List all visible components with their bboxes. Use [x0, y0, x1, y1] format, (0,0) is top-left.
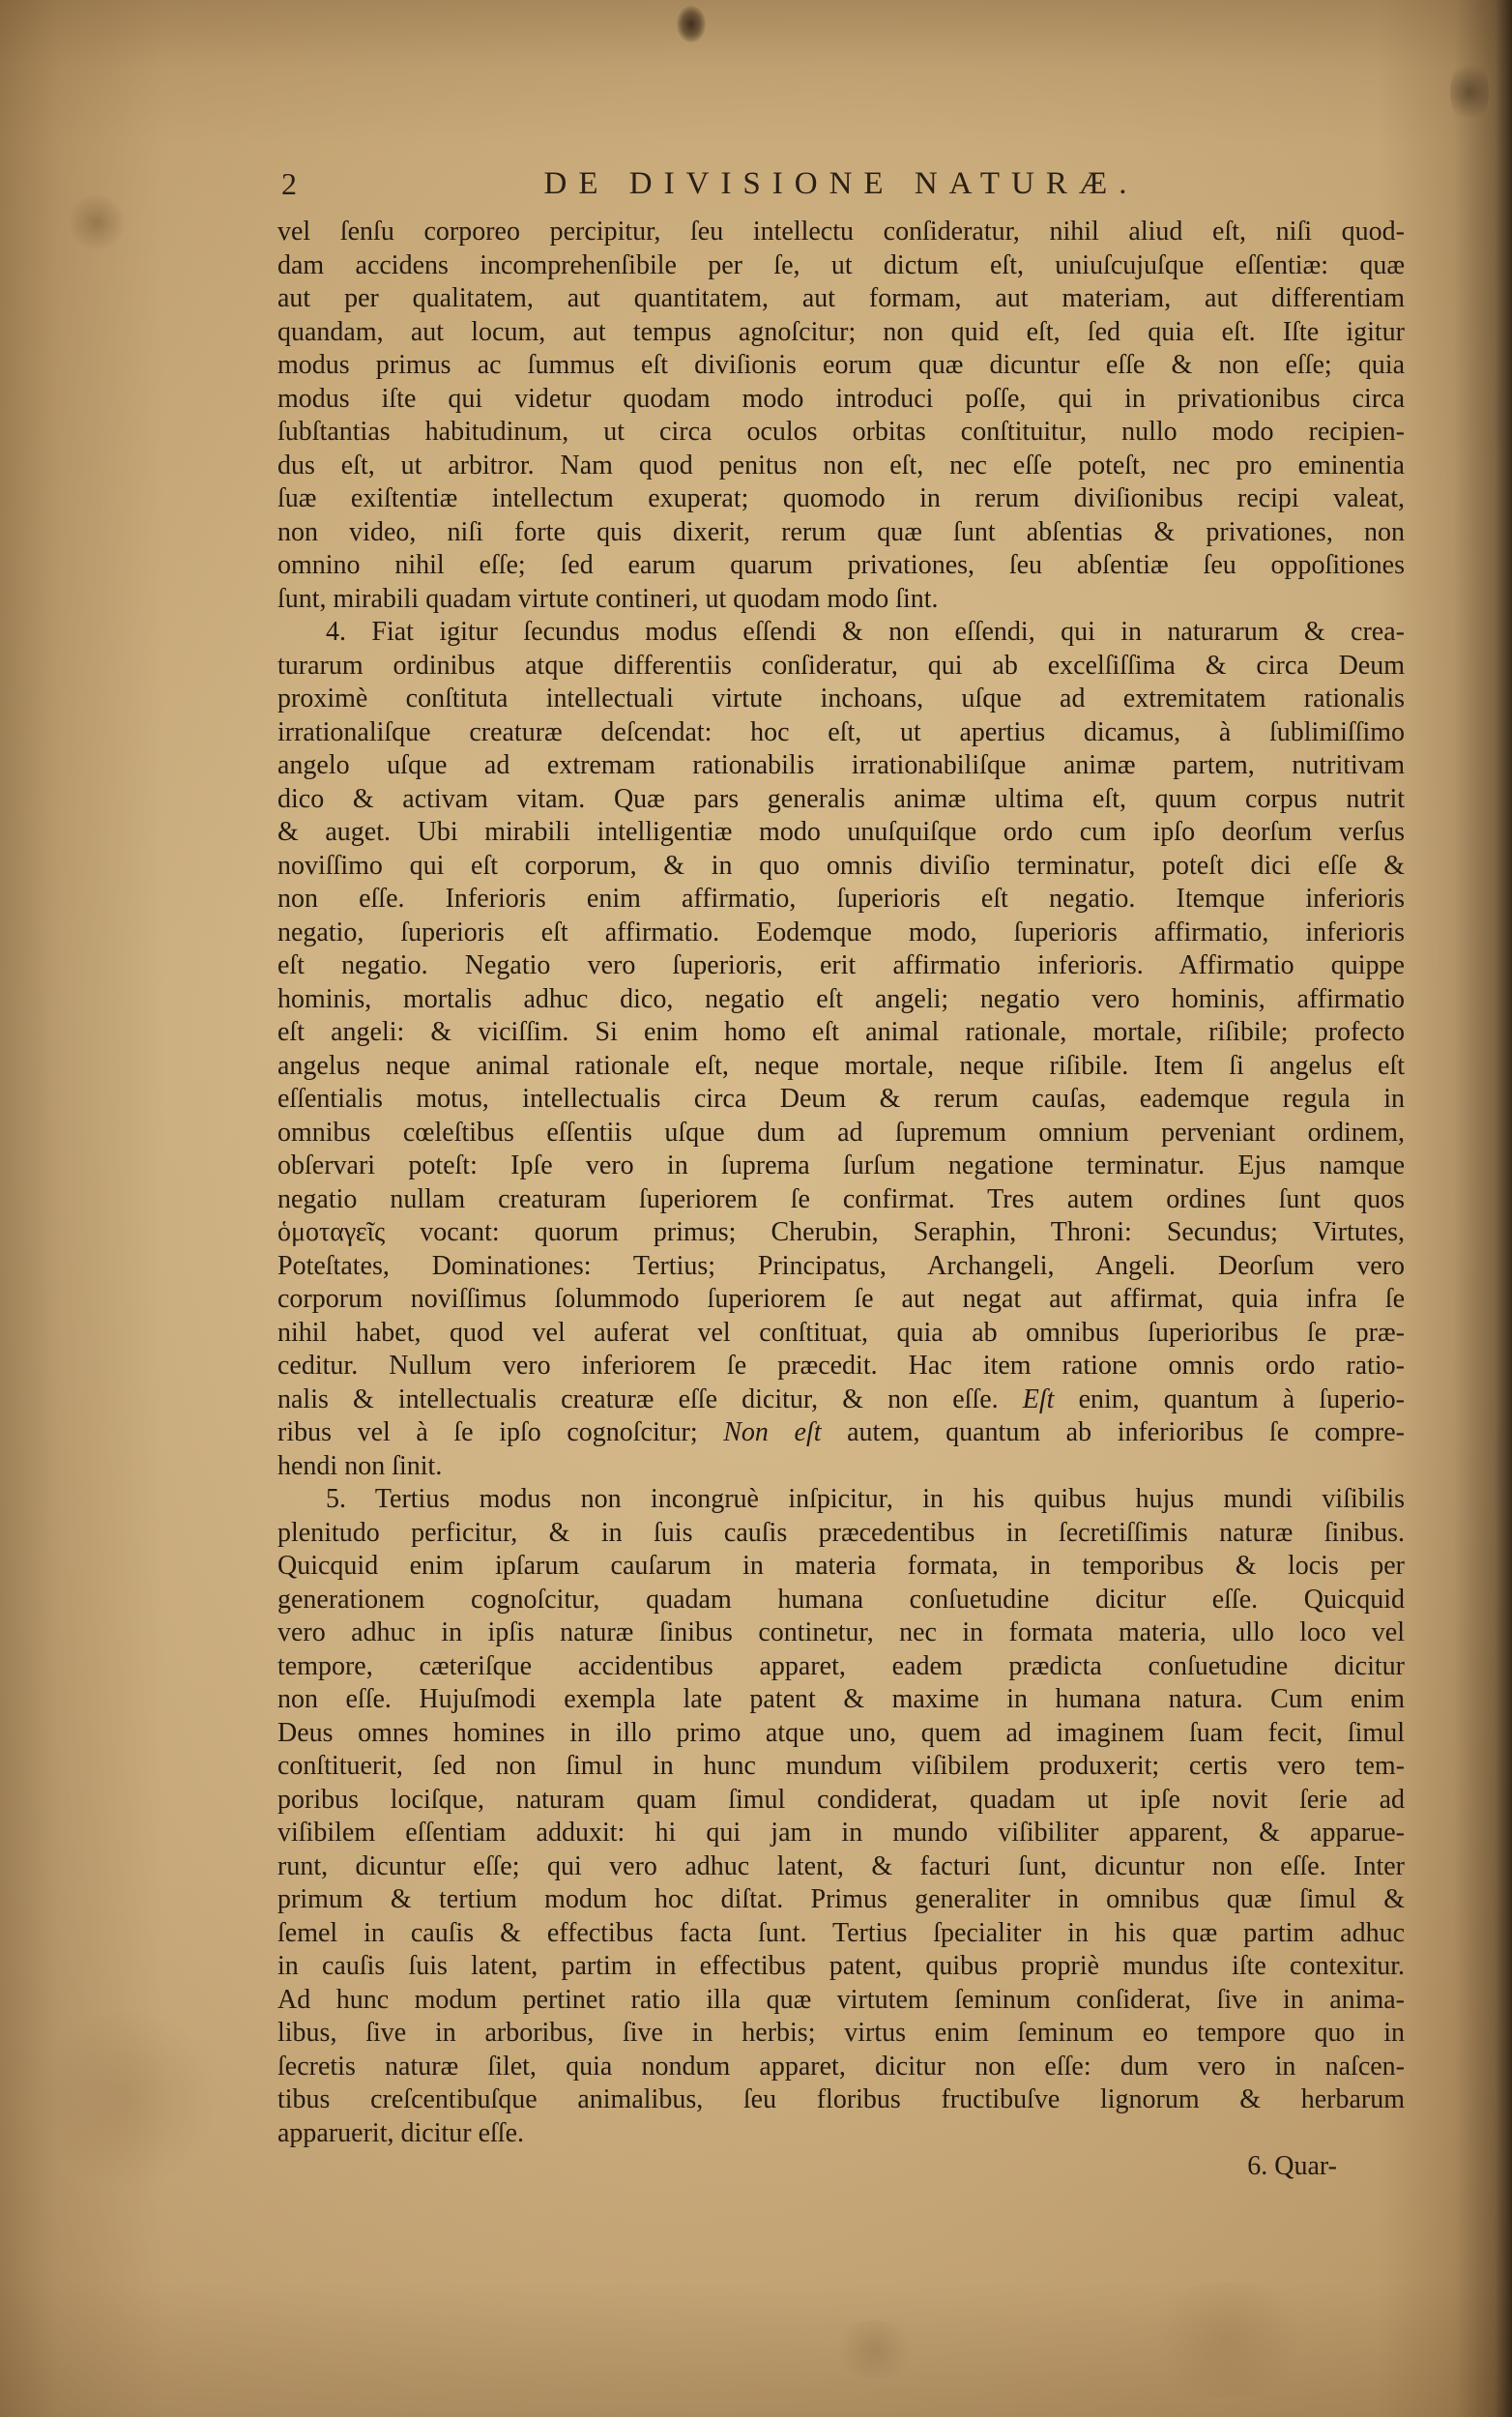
text-line: ὁμοταγεῖς vocant: quorum primus; Cherubin, Seraphin, Throni: Secundus; Virtutes,: [277, 1217, 1405, 1247]
text-line: plenitudo perficitur, & in ſuis cauſis præcedentibus in ſecretiſſimis naturæ ſinibus.: [277, 1517, 1405, 1548]
text-line: nihil habet, quod vel auferat vel conſtituat, quia ab omnibus ſuperioribus ſe præ-: [277, 1317, 1405, 1348]
paper-stain: [68, 193, 126, 251]
text-run: nalis & intellectualis creaturæ eſſe dicitur, & non eſſe.: [277, 1383, 1023, 1414]
text-line: obſervari poteſt: Ipſe vero in ſuprema ſurſum negatione terminatur. Ejus namque: [277, 1150, 1405, 1180]
text-line: eſſentialis motus, intellectualis circa Deum & rerum cauſas, eademque regula in: [277, 1084, 1405, 1114]
text-line: omnibus cœleſtibus eſſentiis uſque dum ad ſupremum omnium perveniant ordinem,: [277, 1117, 1405, 1148]
text-line: tempore, cæteriſque accidentibus apparet, eadem prædicta conſuetudine dicitur: [277, 1650, 1405, 1681]
paper-stain: [831, 2320, 918, 2378]
running-title: DE DIVISIONE NATURÆ.: [543, 166, 1139, 201]
text-line: non eſſe. Inferioris enim affirmatio, ſuperioris eſt negatio. Itemque inferioris: [277, 884, 1405, 914]
text-line: Ad hunc modum pertinet ratio illa quæ virtutem ſeminum conſiderat, ſive in anima-: [277, 1984, 1405, 2015]
text-line: runt, dicuntur eſſe; qui vero adhuc latent, & facturi ſunt, dicuntur non eſſe. Inter: [277, 1850, 1405, 1881]
paragraph: [277, 216, 1405, 616]
text-line: eſt negatio. Negatio vero ſuperioris, erit affirmatio inferioris. Affirmatio quippe: [277, 950, 1405, 980]
text-line: vero adhuc in ipſis naturæ ſinibus continetur, nec in formata materia, ullo loco vel: [277, 1617, 1405, 1647]
text-line: & auget. Ubi mirabili intelligentiæ modo unuſquiſque ordo cum ipſo deorſum verſus: [277, 817, 1405, 847]
paper-stain: [1450, 58, 1489, 126]
text-line: non video, niſi forte quis dixerit, rerum quæ ſunt abſentias & privationes, non: [277, 516, 1405, 547]
text-line: modus iſte qui videtur quodam modo introduci poſſe, qui in privationibus circa: [277, 383, 1405, 414]
text-line: modus primus ac ſummus eſt diviſionis eorum quæ dicuntur eſſe & non eſſe; quia: [277, 350, 1405, 380]
ink-blot: [677, 6, 706, 43]
text-line: angelus neque animal rationale eſt, neque mortale, neque riſibile. Item ſi angelus eſt: [277, 1050, 1405, 1081]
text-line: primum & tertium modum hoc diſtat. Primus generaliter in omnibus quæ ſimul &: [277, 1884, 1405, 1914]
text-line: noviſſimo qui eſt corporum, & in quo omnis diviſio terminatur, poteſt dici eſſe &: [277, 850, 1405, 881]
text-line: dico & activam vitam. Quæ pars generalis animæ ultima eſt, quum corpus nutrit: [277, 783, 1405, 814]
paper-stain: [29, 2011, 222, 2185]
paragraph: [277, 616, 1405, 1483]
text-line: proximè conſtituta intellectuali virtute inchoans, uſque ad extremitatem rationalis: [277, 684, 1405, 713]
text-line: hendi non ſinit.: [277, 1450, 443, 1481]
text-line: negatio nullam creaturam ſuperiorem ſe confirmat. Tres autem ordines ſunt quos: [277, 1183, 1405, 1214]
text-line: quandam, aut locum, aut tempus agnoſcitur; non quid eſt, ſed quia eſt. Iſte igitur: [277, 316, 1405, 347]
text-line: ſemel in cauſis & effectibus facta ſunt. Tertius ſpecialiter in his quæ partim adhuc: [277, 1917, 1405, 1948]
text-line: ceditur. Nullum vero inferiorem ſe præcedit. Hac item ratione omnis ordo ratio-: [277, 1351, 1405, 1381]
text-line: ſuæ exiſtentiæ intellectum exuperat; quomodo in rerum diviſionibus recipi valeat,: [277, 483, 1405, 513]
text-line: apparuerit, dicitur eſſe.: [277, 2117, 524, 2148]
text-line: viſibilem eſſentiam adduxit: hi qui jam in mundo viſibiliter apparent, & apparue-: [277, 1818, 1405, 1848]
text-run: ribus vel à ſe ipſo cognoſcitur;: [277, 1417, 724, 1447]
text-run: enim, quantum à ſuperio-: [1054, 1383, 1405, 1414]
paragraph: [277, 1483, 1405, 2150]
text-line: poribus lociſque, naturam quam ſimul condiderat, quadam ut ipſe novit ſerie ad: [277, 1784, 1405, 1815]
text-line: 5. Tertius modus non incongruè inſpicitur, in his quibus hujus mundi viſibilis: [326, 1484, 1405, 1514]
text-line: ſubſtantias habitudinum, ut circa oculos orbitas conſtituitur, nullo modo recipien-: [277, 417, 1405, 447]
text-line: conſtituerit, ſed non ſimul in hunc mundum viſibilem produxerit; certis vero tem-: [277, 1751, 1405, 1781]
text-line: vel ſenſu corporeo percipitur, ſeu intellectu conſideratur, nihil aliud eſt, niſi quod-: [277, 217, 1405, 247]
text-line: eſt angeli: & viciſſim. Si enim homo eſt animal rationale, mortale, riſibile; profecto: [277, 1017, 1405, 1047]
italic-run: Eſt: [1022, 1383, 1055, 1414]
catchword: 6. Quar-: [1247, 2151, 1337, 2181]
text-run: autem, quantum ab inferioribus ſe compre-: [821, 1417, 1406, 1447]
text-line: Quicquid enim ipſarum cauſarum in materia formata, in temporibus & locis per: [277, 1551, 1405, 1581]
page-number: 2: [281, 166, 297, 201]
text-line: angelo uſque ad extremam rationabilis irrationabiliſque animæ partem, nutritivam: [277, 750, 1405, 780]
text-line: tibus creſcentibuſque animalibus, ſeu floribus fructibuſve lignorum & herbarum: [277, 2084, 1405, 2114]
body-text: [277, 216, 1405, 2150]
text-line: non eſſe. Hujuſmodi exempla late patent & maxime in humana natura. Cum enim: [277, 1684, 1405, 1714]
text-line: [277, 1416, 1405, 1450]
text-line: omnino nihil eſſe; ſed earum quarum privationes, ſeu abſentiæ ſeu oppoſitiones: [277, 550, 1405, 580]
text-line: negatio, ſuperioris eſt affirmatio. Eodemque modo, ſuperioris affirmatio, inferioris: [277, 917, 1405, 947]
text-line: corporum noviſſimus ſolummodo ſuperiorem ſe aut negat aut affirmat, quia infra ſe: [277, 1284, 1405, 1314]
text-line: in cauſis ſuis latent, partim in effectibus patent, quibus propriè mundus iſte contexitur.: [277, 1951, 1405, 1981]
text-line: hominis, mortalis adhuc dico, negatio eſt angeli; negatio vero hominis, affirmatio: [277, 983, 1405, 1014]
text-line: turarum ordinibus atque differentiis conſideratur, qui ab excelſiſſima & circa Deum: [277, 650, 1405, 681]
italic-run: Non eſt: [723, 1417, 822, 1447]
text-line: dam accidens incomprehenſibile per ſe, ut dictum eſt, uniuſcujuſque eſſentiæ: quæ: [277, 249, 1405, 280]
text-line: ſunt, mirabili quadam virtute contineri, ut quodam modo ſint.: [277, 583, 939, 614]
text-line: dus eſt, ut arbitror. Nam quod penitus non eſt, nec eſſe poteſt, nec pro eminentia: [277, 450, 1405, 480]
text-line: Deus omnes homines in illo primo atque uno, quem ad imaginem ſuam fecit, ſimul: [277, 1717, 1405, 1748]
text-line: ſecretis naturæ ſilet, quia nondum apparet, dicitur non eſſe: dum vero in naſcen-: [277, 2051, 1405, 2082]
text-line: aut per qualitatem, aut quantitatem, aut formam, aut materiam, aut differentiam: [277, 283, 1405, 313]
paper-stain: [1141, 2282, 1315, 2398]
running-header: [277, 162, 1405, 205]
text-line: generationem cognoſcitur, quadam humana conſuetudine dicitur eſſe. Quicquid: [277, 1584, 1405, 1615]
text-line: Poteſtates, Dominationes: Tertius; Principatus, Archangeli, Angeli. Deorſum vero: [277, 1250, 1405, 1281]
text-line: 4. Fiat igitur ſecundus modus eſſendi & non eſſendi, qui in naturarum & crea-: [326, 617, 1405, 647]
text-line: libus, ſive in arboribus, ſive in herbis; virtus enim ſeminum eo tempore quo in: [277, 2018, 1405, 2048]
text-line: irrationaliſque creaturæ deſcendat: hoc eſt, ut apertius dicamus, à ſublimiſſimo: [277, 716, 1405, 747]
text-line: [277, 1383, 1405, 1417]
